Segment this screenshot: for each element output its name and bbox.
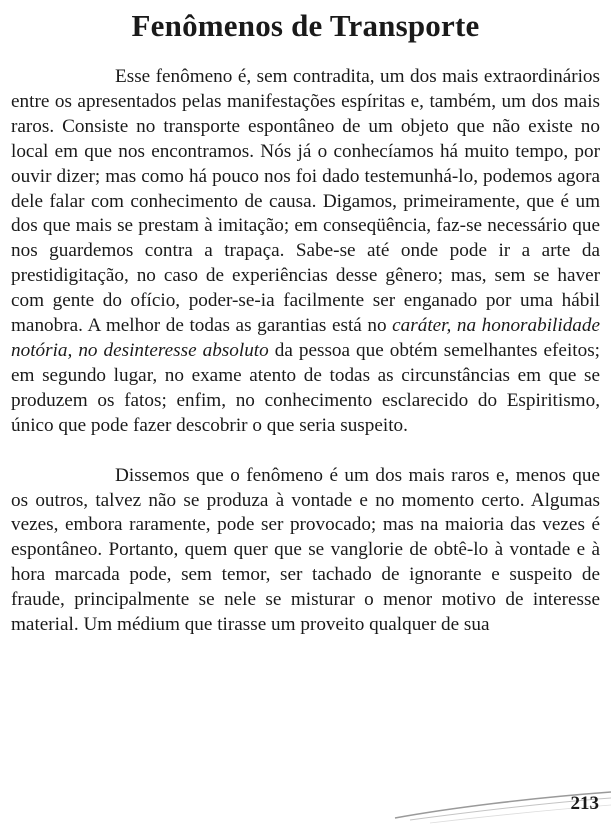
paragraph-1-text-start: Esse fenômeno é, sem contradita, um dos mais extraordinários entre os apresentados pelas manifestações espíritas e, também, um dos mais raros. Consiste no transporte espontâneo de um objeto que não existe no local em que nos encontramos. Nós já o conhecíamos há muito tempo, por ouvir dizer; mas como há pouco nos foi dado testemunhá-lo, podemos agora dele falar com conhecimento de causa. Digamos, primeiramente, que é um dos que mais se prestam à imitação; em conseqüência, faz-se necessário que nos guardemos contra a trapaça. Sabe-se até onde pode ir a arte da prestidigitação, no caso de experiências desse gênero; mas, sem se haver com gente do ofício, poder-se-ia facilmente ser enganado por uma hábil manobra. A melhor de todas as garantias está no [11, 66, 600, 337]
page-title: Fenômenos de Transporte [131, 8, 480, 43]
footer-swoosh-ornament [0, 770, 611, 825]
paragraph-1-emphasis: caráter, na honorabilidade notória, no desinteresse absoluto [11, 315, 600, 361]
paragraph-1 [11, 65, 600, 439]
paragraph-1-text-end: da pessoa que obtém semelhantes efeitos; em segundo lugar, no exame atento de todas as circunstâncias em que se produzem os fatos; enfim, no conhecimento esclarecido do Espiritismo, único que pode fazer descobrir o que seria suspeito. [11, 339, 600, 436]
body-text [11, 65, 600, 638]
page-footer [0, 770, 611, 825]
page-number: 213 [570, 793, 599, 814]
paragraph-2: Dissemos que o fenômeno é um dos mais raros e, menos que os outros, talvez não se produza à vontade e no momento certo. Algumas vezes, embora raramente, pode ser provocado; mas na maioria das vezes é espontâneo. Portanto, quem quer que se vanglorie de obtê-lo à vontade e à hora marcada pode, sem temor, ser tachado de ignorante e suspeito de fraude, principalmente se nele se misturar o menor motivo de interesse material. Um médium que tirasse um proveito qualquer de sua [11, 464, 600, 636]
